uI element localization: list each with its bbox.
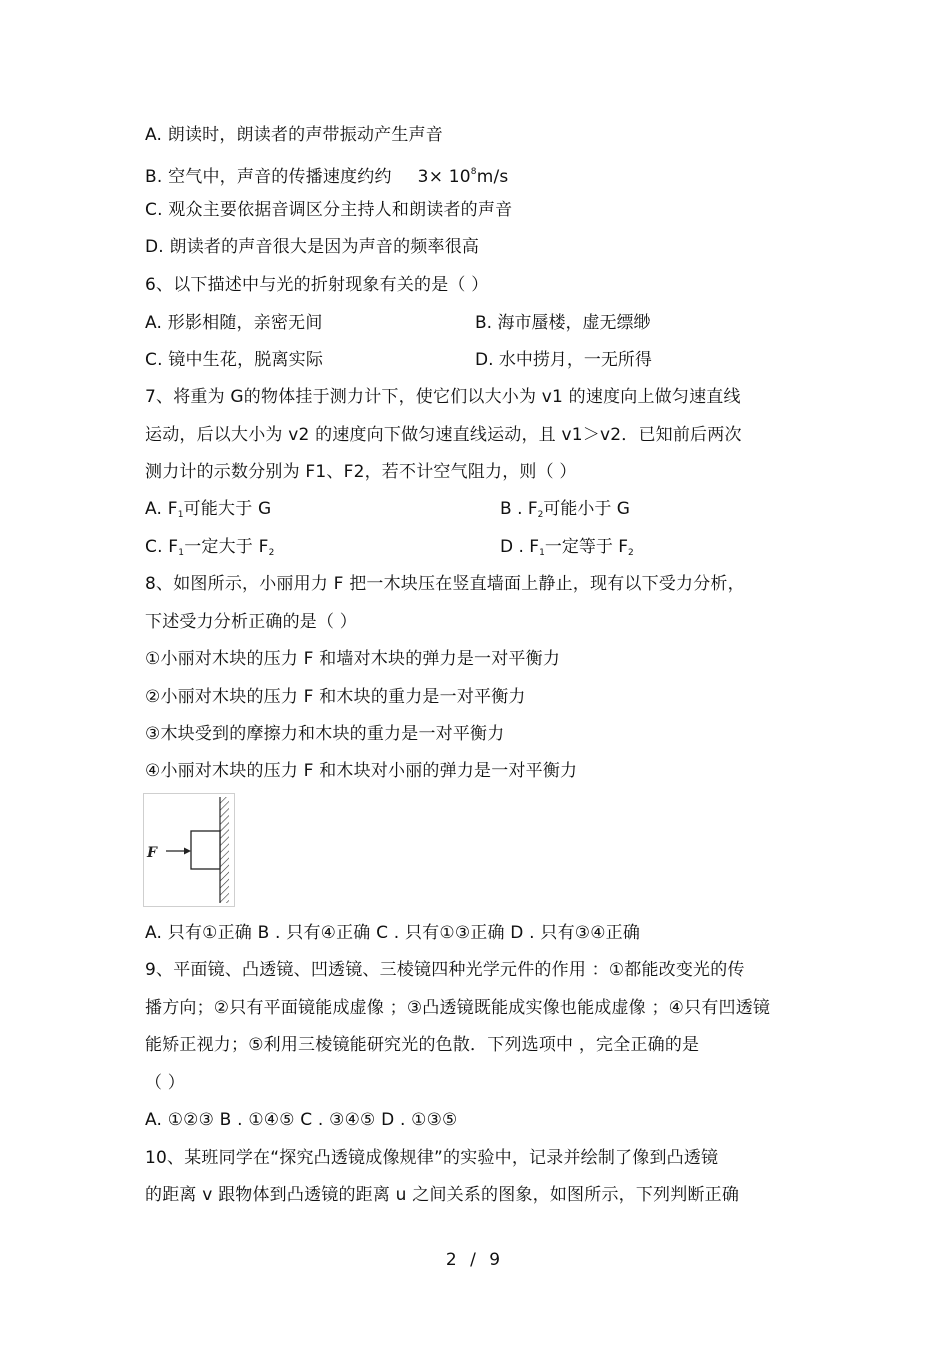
q5-option-b-unit: m/s xyxy=(476,167,509,187)
q5-option-b xyxy=(145,161,508,188)
q7-option-a-prefix: A. F xyxy=(145,499,178,519)
q8-statement-4: ④小丽对木块的压力 F 和木块对小丽的弹力是一对平衡力 xyxy=(145,761,578,781)
q9-stem-line-3: 能矫正视力；⑤利用三棱镜能研究光的色散．下列选项中 ，完全正确的是 xyxy=(145,1035,700,1055)
q8-figure-block-on-wall xyxy=(143,793,235,907)
q6-option-c: C. 镜中生花，脱离实际 xyxy=(145,350,324,370)
q7-option-d-subscript: 1 xyxy=(539,548,545,558)
q6-option-d: D. 水中捞月，一无所得 xyxy=(475,350,652,370)
q8-stem-line-1: 8、如图所示，小丽用力 F 把一木块压在竖直墙面上静止，现有以下受力分析， xyxy=(145,574,745,594)
q7-option-d xyxy=(500,536,634,564)
q8-stem-line-2: 下述受力分析正确的是（ ） xyxy=(145,612,358,632)
q7-option-b-subscript: 2 xyxy=(537,510,544,520)
q9-stem-line-2: 播方向；②只有平面镜能成虚像 ；③凸透镜既能成实像也能成虚像 ；④只有凹透镜 xyxy=(145,998,771,1018)
q7-option-c-prefix: C. F xyxy=(145,537,179,557)
q5-option-a: A. 朗读时，朗读者的声带振动产生声音 xyxy=(145,125,443,145)
q8-statement-2: ②小丽对木块的压力 F 和木块的重力是一对平衡力 xyxy=(145,687,526,707)
q9-stem-line-1: 9、平面镜、凸透镜、凹透镜、三棱镜四种光学元件的作用 ：①都能改变光的传 xyxy=(145,960,745,980)
q9-options: A. ①②③ B . ①④⑤ C . ③④⑤ D . ①③⑤ xyxy=(145,1110,458,1130)
q7-option-b-prefix: B . F xyxy=(500,499,538,519)
q6-option-b: B. 海市蜃楼，虚无缥缈 xyxy=(475,313,651,333)
q7-stem-line-1: 7、将重为 G的物体挂于测力计下，使它们以大小为 v1 的速度向上做匀速直线 xyxy=(145,387,741,407)
q7-option-a-subscript: 1 xyxy=(177,510,184,520)
q7-option-a xyxy=(145,498,271,526)
q8-options: A. 只有①正确 B . 只有④正确 C . 只有①③正确 D . 只有③④正确 xyxy=(145,923,641,943)
q7-stem-line-3: 测力计的示数分别为 F1、F2，若不计空气阻力，则（ ） xyxy=(145,462,577,482)
q5-option-b-text: B. 空气中，声音的传播速度约约 xyxy=(145,167,392,187)
q8-figure-drawing xyxy=(144,794,234,906)
q7-option-c-text: 一定大于 F xyxy=(184,537,269,557)
q7-option-a-text: 可能大于 G xyxy=(183,499,272,519)
q5-option-b-number: 3× 10 xyxy=(417,167,471,187)
q6-option-a: A. 形影相随，亲密无间 xyxy=(145,313,323,333)
q10-stem-line-2: 的距离 v 跟物体到凸透镜的距离 u 之间关系的图象，如图所示，下列判断正确 xyxy=(145,1185,740,1205)
force-label: F xyxy=(147,845,157,861)
q7-option-c-subscript: 1 xyxy=(178,548,185,558)
q7-stem-line-2: 运动，后以大小为 v2 的速度向下做匀速直线运动，且 v1＞v2．已知前后两次 xyxy=(145,425,742,445)
q7-option-c-subscript-2: 2 xyxy=(268,548,275,558)
wooden-block xyxy=(191,831,220,869)
q5-option-d: D. 朗读者的声音很大是因为声音的频率很高 xyxy=(145,237,480,257)
q8-statement-3: ③木块受到的摩擦力和木块的重力是一对平衡力 xyxy=(145,724,505,744)
q9-stem-line-4: （ ） xyxy=(145,1073,186,1093)
q5-option-c: C. 观众主要依据音调区分主持人和朗读者的声音 xyxy=(145,200,513,220)
q7-option-c xyxy=(145,536,275,564)
page-number: 2 / 9 xyxy=(445,1250,505,1270)
q6-stem: 6、以下描述中与光的折射现象有关的是（ ） xyxy=(145,275,489,295)
q7-option-d-prefix: D . F xyxy=(500,537,540,557)
wall-hatching xyxy=(220,797,229,903)
q5-option-b-exponent: 8 xyxy=(470,167,477,177)
q8-statement-1: ①小丽对木块的压力 F 和墙对木块的弹力是一对平衡力 xyxy=(145,649,561,669)
q7-option-d-text: 一定等于 F xyxy=(544,537,629,557)
q10-stem-line-1: 10、某班同学在“探究凸透镜成像规律”的实验中，记录并绘制了像到凸透镜 xyxy=(145,1148,719,1168)
force-arrow-head xyxy=(184,848,191,855)
q7-option-b-text: 可能小于 G xyxy=(543,499,630,519)
q7-option-d-subscript-2: 2 xyxy=(628,548,634,558)
q7-option-b xyxy=(500,498,630,526)
